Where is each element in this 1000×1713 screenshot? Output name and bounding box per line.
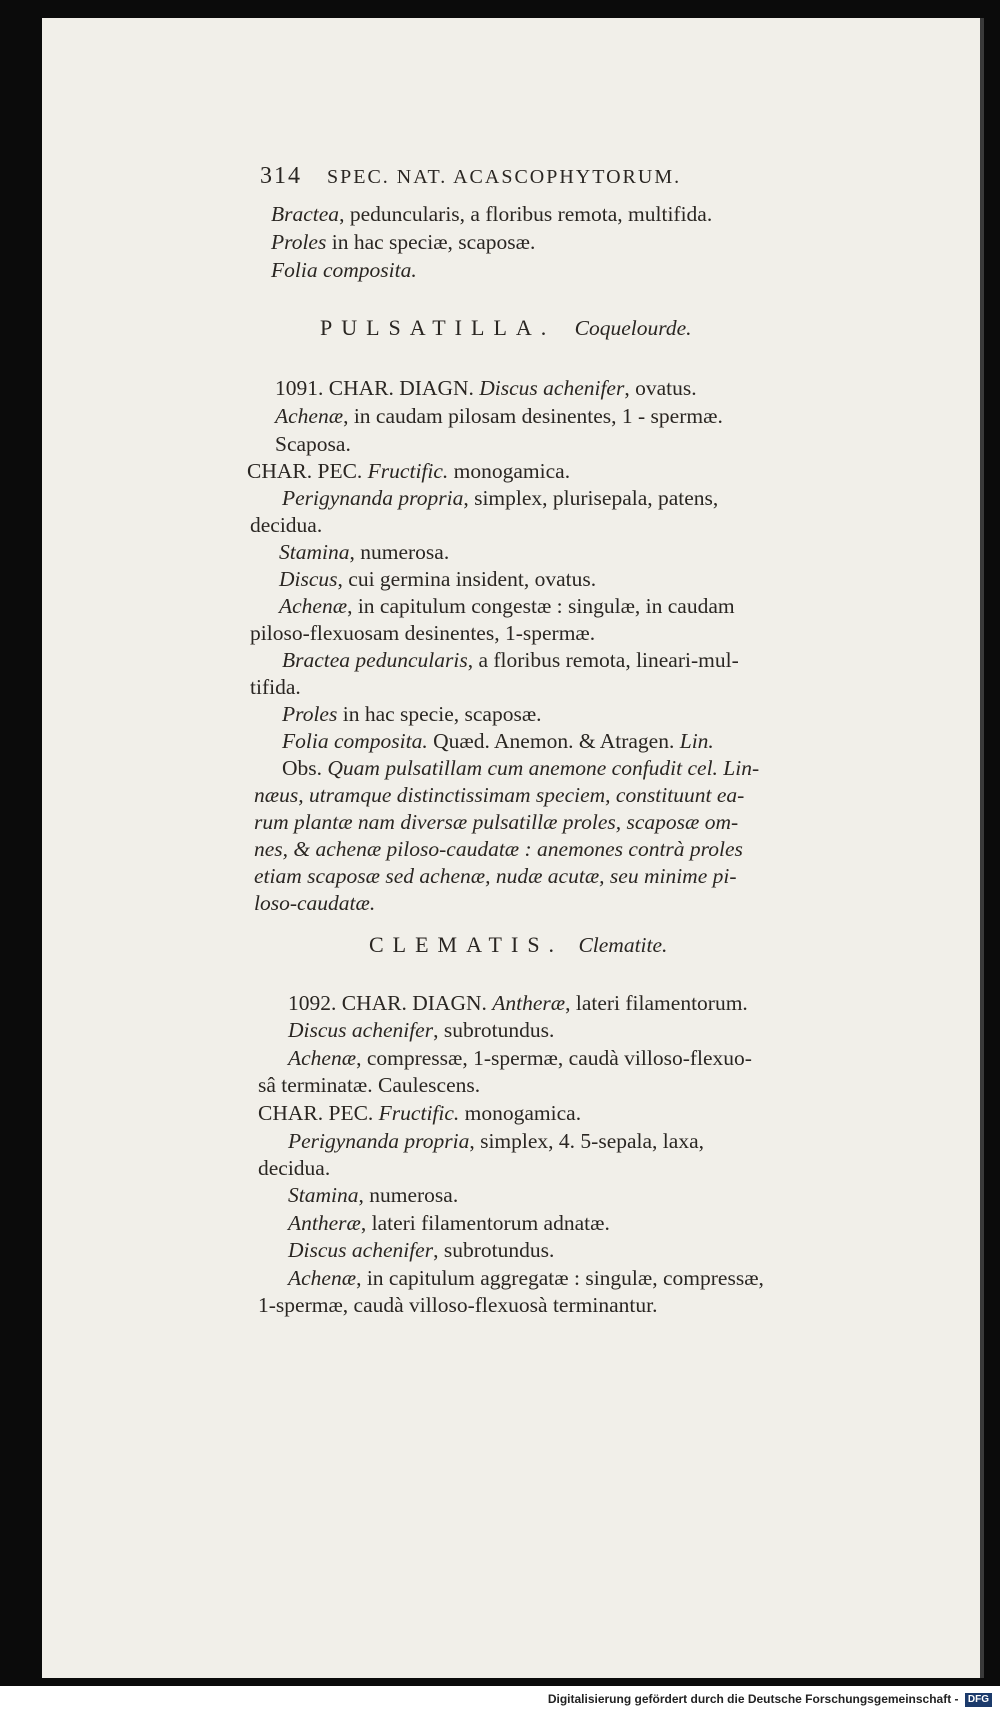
text-line: Achenæ, in capitulum congestæ : singulæ, in caudam: [279, 594, 735, 618]
book-page: [42, 18, 980, 1678]
text-line: Discus, cui germina insident, ovatus.: [279, 567, 597, 591]
text-line: Stamina, numerosa.: [288, 1183, 459, 1207]
text-line: Discus achenifer, subrotundus.: [288, 1238, 555, 1262]
text-line: Achenæ, in caudam pilosam desinentes, 1 - spermæ.: [275, 404, 723, 428]
text-line: Achenæ, compressæ, 1-spermæ, caudà villoso-flexuo-: [288, 1046, 752, 1070]
text-line: Proles in hac speciæ, scaposæ.: [271, 230, 536, 254]
dfg-logo-icon: DFG: [965, 1693, 992, 1707]
section-heading-pulsatilla: PULSATILLA. Coquelourde.: [320, 315, 692, 340]
page-header: [260, 164, 681, 188]
text-line: 1092. CHAR. DIAGN. Antheræ, lateri filamentorum.: [288, 991, 748, 1015]
digitization-footer: [0, 1686, 1000, 1713]
page-edge-shadow: [980, 18, 984, 1678]
text-line: sâ terminatæ. Caulescens.: [258, 1073, 481, 1097]
text-line: decidua.: [258, 1156, 331, 1180]
text-line: nes, & achenæ piloso-caudatæ : anemones contrà proles: [254, 837, 743, 861]
text-line: Stamina, numerosa.: [279, 540, 450, 564]
text-line: Proles in hac specie, scaposæ.: [282, 702, 542, 726]
text-line: Discus achenifer, subrotundus.: [288, 1018, 555, 1042]
text-line: rum plantæ nam diversæ pulsatillæ proles, scaposæ om-: [254, 810, 739, 834]
text-line: Bractea peduncularis, a floribus remota, lineari-mul-: [282, 648, 739, 672]
page-number: 314: [260, 163, 302, 189]
text-line: etiam scaposæ sed achenæ, nudæ acutæ, seu minime pi-: [254, 864, 737, 888]
text-line: 1091. CHAR. DIAGN. Discus achenifer, ovatus.: [275, 376, 697, 400]
text-line: Antheræ, lateri filamentorum adnatæ.: [288, 1211, 610, 1235]
text-line: Folia composita. Quæd. Anemon. & Atragen. Lin.: [282, 729, 714, 753]
footer-text: Digitalisierung gefördert durch die Deutsche Forschungsgemeinschaft -: [547, 1692, 959, 1706]
text-line: Scaposa.: [275, 432, 351, 456]
text-line: 1-spermæ, caudà villoso-flexuosà terminantur.: [258, 1293, 658, 1317]
running-title: SPEC. NAT. ACASCOPHYTORUM.: [327, 166, 682, 188]
text-line: Folia composita.: [271, 258, 417, 282]
text-line: CHAR. PEC. Fructific. monogamica.: [258, 1101, 582, 1125]
text-line: loso-caudatæ.: [254, 891, 376, 915]
text-line: Achenæ, in capitulum aggregatæ : singulæ, compressæ,: [288, 1266, 764, 1290]
text-line: CHAR. PEC. Fructific. monogamica.: [247, 459, 571, 483]
text-line: decidua.: [250, 513, 323, 537]
text-line: piloso-flexuosam desinentes, 1-spermæ.: [250, 621, 596, 645]
section-heading-clematis: CLEMATIS. Clematite.: [369, 932, 668, 957]
text-line: Bractea, peduncularis, a floribus remota, multifida.: [271, 202, 713, 226]
text-line: Perigynanda propria, simplex, 4. 5-sepala, laxa,: [288, 1129, 704, 1153]
text-line: Perigynanda propria, simplex, plurisepala, patens,: [282, 486, 719, 510]
text-line: næus, utramque distinctissimam speciem, constituunt ea-: [254, 783, 745, 807]
text-line: tifida.: [250, 675, 301, 699]
text-line: Obs. Quam pulsatillam cum anemone confudit cel. Lin-: [282, 756, 760, 780]
